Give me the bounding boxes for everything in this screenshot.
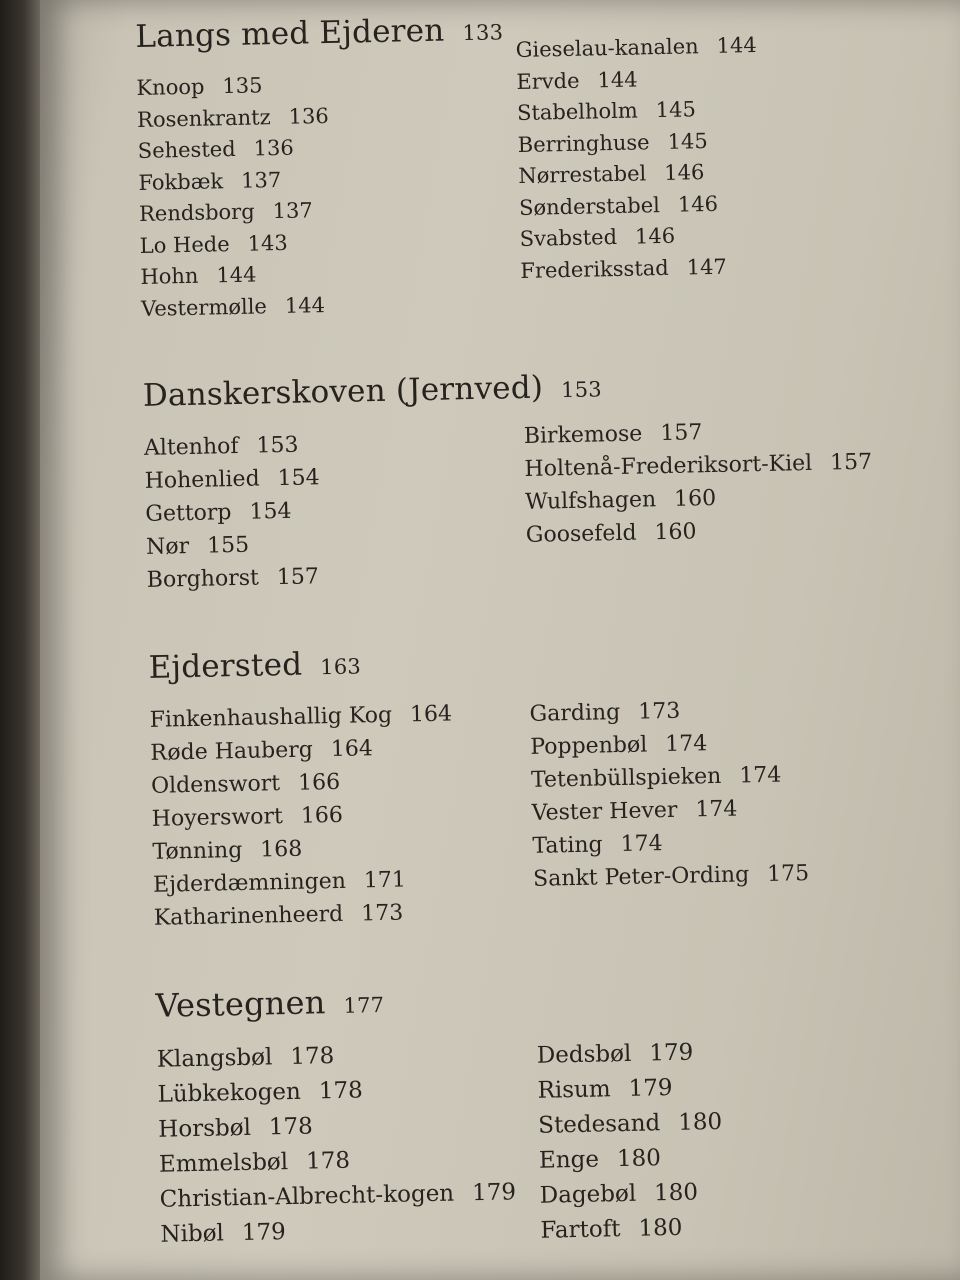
- section-title: Ejdersted: [148, 646, 303, 686]
- entry-name: Enge: [538, 1146, 600, 1174]
- entry-page-number: 157: [829, 449, 873, 476]
- entry-page-number: 173: [637, 698, 681, 725]
- entry-page-number: 168: [260, 836, 303, 863]
- entry-column-left: [136, 65, 521, 325]
- entry-name: Nørrestabel: [518, 161, 647, 189]
- entry-name: Tetenbüllspieken: [530, 763, 722, 793]
- entry-page-number: 174: [620, 831, 663, 858]
- toc-section: [148, 633, 934, 935]
- entry-page-number: 180: [638, 1214, 683, 1242]
- entry-name: Rosenkrantz: [136, 104, 271, 132]
- entry-name: Fartoft: [540, 1216, 621, 1244]
- entry-column-right: [529, 690, 914, 927]
- section-title: Danskerskoven (Jernved): [142, 369, 544, 414]
- entry-page-number: 174: [739, 762, 782, 789]
- toc-section: [155, 970, 940, 1256]
- entry-page-number: 178: [268, 1113, 314, 1141]
- entry-page-number: 179: [241, 1219, 287, 1247]
- entry-page-number: 157: [660, 420, 703, 447]
- toc-entry: [154, 894, 535, 935]
- entry-name: Ejderdæmningen: [152, 868, 347, 898]
- entry-name: Gieselau-kanalen: [515, 34, 699, 63]
- entry-page-number: 160: [654, 519, 697, 546]
- entry-page-number: 178: [318, 1077, 363, 1105]
- entry-page-number: 154: [249, 498, 292, 525]
- entry-name: Poppenbøl: [530, 732, 648, 760]
- entry-name: Røde Hauberg: [150, 737, 314, 766]
- entry-name: Gettorp: [145, 500, 232, 527]
- table-of-contents: [135, 2, 942, 1280]
- toc-entry: [146, 556, 527, 597]
- entry-name: Dagebøl: [539, 1180, 637, 1209]
- entry-page-number: 146: [663, 160, 705, 185]
- entry-name: Svabsted: [519, 224, 618, 251]
- entry-name: Garding: [529, 699, 621, 727]
- entry-page-number: 146: [677, 191, 719, 217]
- entry-column-right: [524, 412, 907, 589]
- entry-name: Sehested: [137, 136, 236, 163]
- entry-name: Nibøl: [160, 1220, 225, 1248]
- entry-name: Tating: [532, 832, 603, 859]
- entry-name: Stabelholm: [516, 98, 639, 126]
- entry-page-number: 166: [297, 769, 341, 796]
- section-heading: [148, 633, 929, 690]
- entry-column-left: [144, 424, 527, 597]
- entry-name: Tønning: [152, 837, 243, 865]
- entry-column-left: [149, 696, 534, 935]
- entry-page-number: 136: [253, 135, 294, 161]
- entry-page-number: 174: [664, 731, 708, 758]
- entry-page-number: 147: [686, 254, 728, 279]
- entry-name: Hoyerswort: [151, 804, 284, 832]
- entry-page-number: 179: [649, 1039, 694, 1067]
- entry-name: Hohn: [140, 263, 199, 289]
- entry-page-number: 179: [471, 1179, 517, 1207]
- entry-column-right: [515, 27, 901, 317]
- entry-column-left: [156, 1035, 540, 1257]
- entry-page-number: 180: [677, 1108, 723, 1136]
- entry-name: Stedesand: [538, 1110, 661, 1139]
- section-page-number: 177: [343, 993, 385, 1018]
- section-page-number: 163: [319, 654, 362, 680]
- entry-page-number: 179: [628, 1074, 673, 1102]
- section-page-number: 133: [462, 20, 504, 46]
- entry-page-number: 135: [222, 73, 263, 99]
- entry-page-number: 145: [655, 97, 697, 123]
- entry-name: Goosefeld: [525, 520, 637, 548]
- entry-name: Altenhof: [143, 433, 239, 461]
- entry-name: Wulfshagen: [524, 487, 657, 515]
- entry-page-number: 136: [288, 103, 329, 129]
- entry-page-number: 178: [305, 1147, 351, 1175]
- section-page-number: 153: [560, 377, 603, 403]
- entry-page-number: 178: [290, 1043, 335, 1070]
- entry-page-number: 166: [300, 802, 344, 829]
- entry-name: Vestermølle: [140, 293, 268, 321]
- entry-page-number: 174: [695, 796, 738, 823]
- entry-page-number: 175: [766, 861, 810, 887]
- entry-page-number: 146: [634, 223, 676, 249]
- entry-column-right: [536, 1031, 920, 1249]
- entry-page-number: 157: [276, 564, 320, 591]
- entry-page-number: 155: [206, 532, 250, 559]
- entry-page-number: 144: [716, 32, 757, 58]
- entry-name: Birkemose: [523, 421, 643, 449]
- section-heading: [155, 970, 936, 1028]
- entry-page-number: 180: [616, 1145, 662, 1173]
- section-title: Langs med Ejderen: [135, 12, 445, 55]
- entry-name: Christian-Albrecht-kogen: [159, 1180, 455, 1213]
- entry-columns: [144, 416, 927, 597]
- entry-name: Hohenlied: [144, 466, 260, 494]
- entry-name: Sønderstabel: [518, 192, 661, 220]
- entry-name: Frederiksstad: [520, 255, 669, 283]
- entry-page-number: 145: [667, 128, 708, 154]
- entry-page-number: 171: [363, 867, 407, 894]
- entry-page-number: 137: [272, 198, 313, 224]
- entry-page-number: 144: [284, 292, 326, 318]
- entry-page-number: 180: [653, 1179, 699, 1207]
- entry-name: Rendsborg: [138, 199, 255, 226]
- entry-name: Borghorst: [146, 565, 260, 593]
- toc-entry: [526, 511, 907, 552]
- entry-name: Ervde: [516, 68, 580, 94]
- entry-name: Berringhuse: [517, 129, 650, 157]
- entry-name: Finkenhaushallig Kog: [149, 702, 393, 733]
- entry-page-number: 160: [673, 485, 717, 512]
- toc-entry: [160, 1210, 541, 1253]
- entry-name: Nør: [145, 533, 190, 560]
- entry-name: Knoop: [136, 74, 205, 100]
- entry-page-number: 164: [330, 736, 374, 763]
- entry-name: Klangsbøl: [156, 1044, 273, 1073]
- entry-page-number: 144: [216, 262, 257, 288]
- entry-name: Dedsbøl: [536, 1040, 632, 1069]
- entry-name: Sankt Peter-Ording: [532, 862, 750, 892]
- entry-name: Fokbæk: [138, 168, 224, 195]
- section-title: Vestegnen: [155, 983, 326, 1025]
- book-page: [40, 0, 960, 1280]
- section-heading: [143, 361, 924, 418]
- entry-page-number: 144: [597, 66, 638, 92]
- entry-columns: [149, 688, 934, 935]
- toc-entry: [540, 1206, 921, 1249]
- entry-name: Vester Hever: [531, 797, 678, 826]
- entry-name: Horsbøl: [158, 1114, 252, 1143]
- entry-name: Katharinenheerd: [153, 901, 344, 931]
- entry-page-number: 143: [247, 230, 288, 256]
- entry-name: Emmelsbøl: [158, 1149, 289, 1178]
- entry-name: Oldenswort: [150, 771, 281, 799]
- entry-name: Lo Hede: [139, 231, 230, 258]
- entry-name: Risum: [537, 1076, 611, 1104]
- entry-name: Lübkekogen: [157, 1078, 302, 1108]
- entry-name: Holtenå-Frederiksort-Kiel: [524, 450, 813, 482]
- entry-page-number: 173: [360, 900, 404, 927]
- toc-section: [135, 2, 921, 325]
- entry-page-number: 137: [240, 167, 282, 193]
- entry-columns: [156, 1026, 940, 1256]
- entry-page-number: 153: [256, 432, 299, 459]
- book-gutter: [0, 0, 40, 1280]
- toc-section: [143, 361, 927, 597]
- entry-page-number: 164: [409, 701, 453, 728]
- entry-page-number: 154: [277, 465, 320, 492]
- toc-entry: [533, 855, 914, 896]
